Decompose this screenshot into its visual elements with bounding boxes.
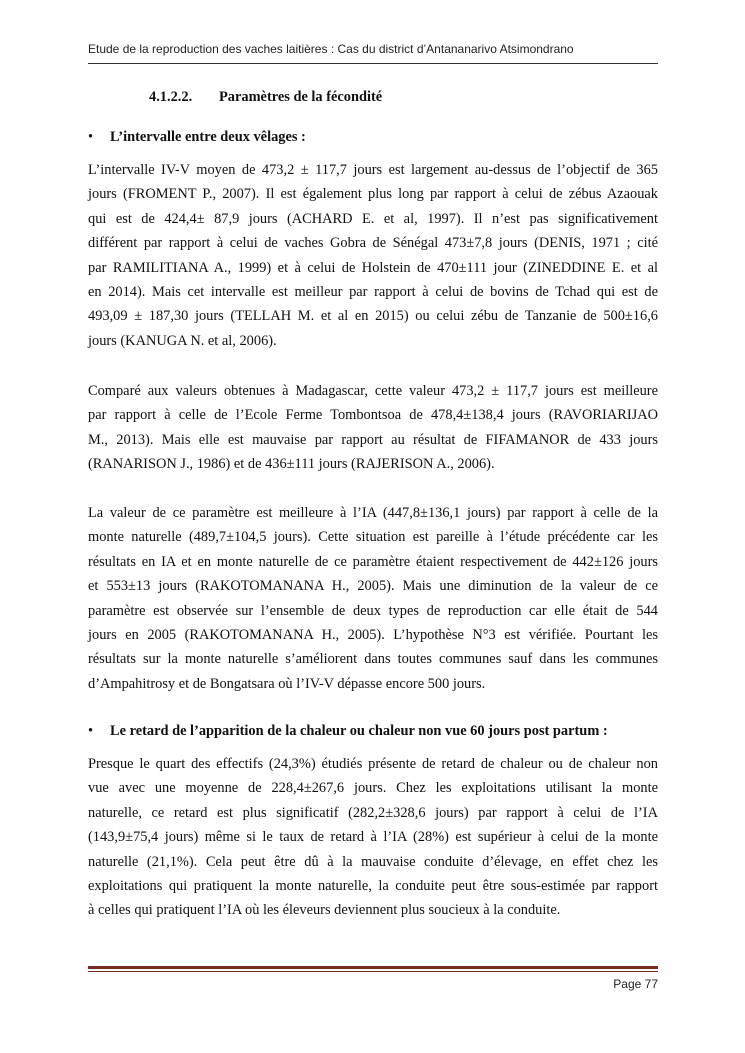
- text-line: La valeur de ce paramètre est meilleure à l’IA (447,8±136,1 jours) par rapport à celle de la: [88, 505, 658, 521]
- bullet-label: L’intervalle entre deux vêlages :: [110, 129, 306, 145]
- text-line: résultats en IA et en monte naturelle de ce paramètre étaient respectivement de 442±126 jours: [88, 553, 658, 570]
- text-line: jours en 2005 (RAKOTOMANANA H., 2005). L’hypothèse N°3 est vérifiée. Pourtant les: [88, 626, 658, 643]
- text-line: jours (FROMENT P., 2007). Il est également plus long par rapport à celui de zébus Azaouak: [88, 186, 658, 203]
- text-line: naturelle, ce retard est plus significatif (282,2±328,6 jours) par rapport à celui de l’IA: [88, 804, 658, 821]
- text-line: naturelle (21,1%). Cela peut être dû à la mauvaise conduite d’élevage, en effet chez les: [88, 853, 658, 870]
- text-line: en 2014). Mais cet intervalle est meilleur par rapport à celui de bovins de Tchad qui est de: [88, 283, 658, 300]
- text-line: d’Ampahitrosy et de Bongatsara où l’IV-V dépasse encore 500 jours.: [88, 675, 486, 692]
- bullet-item: [88, 723, 608, 740]
- text-line: qui est de 424,4± 87,9 jours (ACHARD E. et al, 1997). Il n’est pas significativement: [88, 210, 658, 227]
- paragraph: [88, 379, 658, 477]
- text-line: résultats sur la monte naturelle s’améliorent dans toutes communes sauf dans les communes: [88, 651, 658, 668]
- text-line: exploitations qui pratiquent la monte naturelle, la conduite peut être sous-estimée par rapport: [88, 877, 658, 894]
- bullet-item: [88, 129, 306, 146]
- text-line: vue avec une moyenne de 228,4±267,6 jours. Chez les exploitations utilisant la monte: [88, 780, 658, 797]
- section-title: Paramètres de la fécondité: [219, 89, 383, 105]
- text-line: Comparé aux valeurs obtenues à Madagascar, cette valeur 473,2 ± 117,7 jours est meilleure: [88, 383, 658, 399]
- text-line: 493,09 ± 187,30 jours (TELLAH M. et al en 2015) ou celui zébu de Tanzanie de 500±16,6: [88, 308, 658, 325]
- text-line: (143,9±75,4 jours) même si le taux de retard à l’IA (28%) est supérieur à celui de la monte: [88, 829, 658, 846]
- section-heading: [149, 89, 382, 106]
- bullet-icon: •: [88, 129, 94, 145]
- text-line: par RAMILITIANA A., 1999) et à celui de Holstein de 470±111 jour (ZINEDDINE E. et al: [88, 259, 658, 276]
- section-number: 4.1.2.2.: [149, 89, 193, 105]
- paragraph: [88, 501, 658, 696]
- text-line: L’intervalle IV-V moyen de 473,2 ± 117,7 jours est largement au-dessus de l’objectif de 365: [88, 162, 658, 178]
- text-line: à celles qui pratiquent l’IA où les éleveurs deviennent plus soucieux à la conduite.: [88, 902, 561, 919]
- text-line: paramètre est observée sur l’ensemble de deux types de reproduction car elle était de 544: [88, 602, 658, 619]
- text-line: M., 2013). Mais elle est mauvaise par rapport au résultat de FIFAMANOR de 433 jours: [88, 431, 658, 448]
- text-line: et 553±13 jours (RAKOTOMANANA H., 2005). Mais une diminution de la valeur de ce: [88, 578, 658, 595]
- footer-rule-thin: [88, 971, 658, 972]
- running-header: Etude de la reproduction des vaches laitières : Cas du district d’Antananarivo Atsimondrano: [88, 42, 574, 56]
- text-line: monte naturelle (489,7±104,5 jours). Cette situation est pareille à l’étude précédente car les: [88, 529, 658, 546]
- paragraph: [88, 752, 658, 923]
- text-line: différent par rapport à celui de vaches Gobra de Sénégal 473±7,8 jours (DENIS, 1971 ; cité: [88, 235, 658, 252]
- bullet-label: Le retard de l’apparition de la chaleur ou chaleur non vue 60 jours post partum :: [110, 723, 608, 739]
- page-number: Page 77: [613, 977, 658, 991]
- text-line: par rapport à celle de l’Ecole Ferme Tombontsoa de 478,4±138,4 jours (RAVORIARIJAO: [88, 407, 658, 424]
- text-line: (RANARISON J., 1986) et de 436±111 jours (RAJERISON A., 2006).: [88, 456, 495, 473]
- paragraph: [88, 158, 658, 353]
- header-rule: [88, 63, 658, 64]
- text-line: Presque le quart des effectifs (24,3%) étudiés présente de retard de chaleur ou de chaleur non: [88, 756, 658, 772]
- text-line: jours (KANUGA N. et al, 2006).: [88, 332, 277, 349]
- bullet-icon: •: [88, 723, 94, 739]
- footer-rule: [88, 966, 658, 969]
